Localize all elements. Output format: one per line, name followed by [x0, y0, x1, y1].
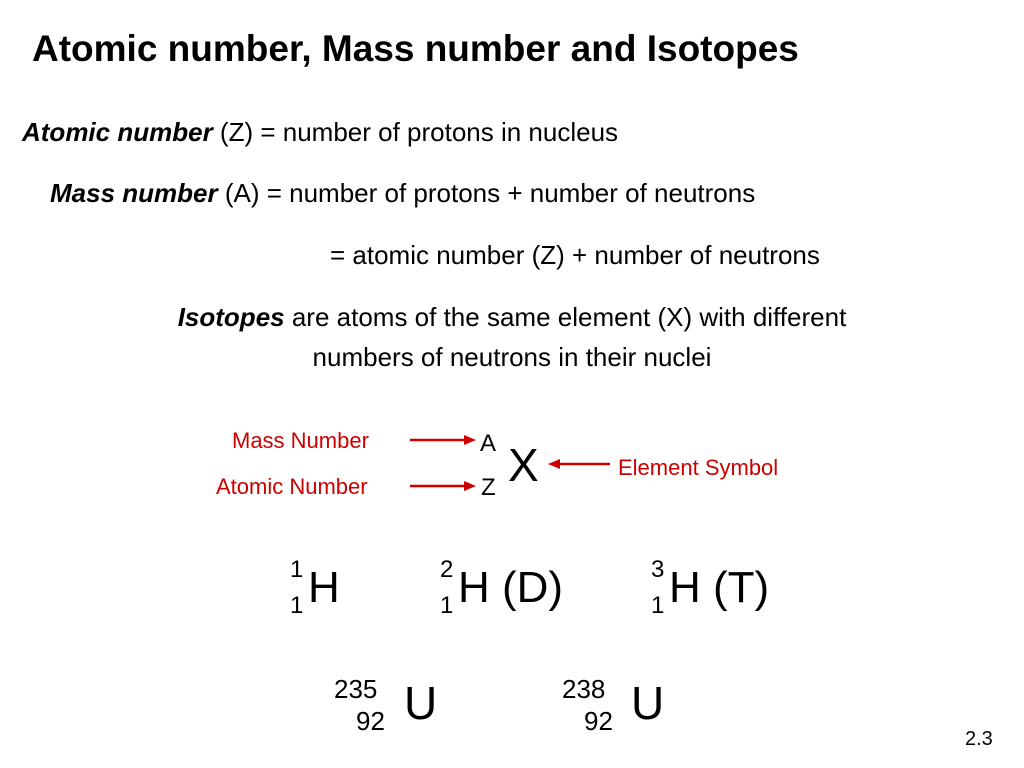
mass-number-term: Mass number	[50, 178, 218, 208]
uranium-238-atomic: 92	[584, 706, 613, 736]
mass-number-definition	[50, 178, 755, 209]
atomic-symbol-Z: Z	[481, 474, 496, 501]
mass-number-text: (A) = number of protons + number of neutrons	[217, 178, 756, 208]
page-number: 2.3	[965, 728, 993, 750]
element-symbol-arrow	[546, 454, 612, 474]
mass-number-label: Mass Number	[232, 428, 369, 453]
uranium-235-symbol: U	[404, 677, 438, 729]
atomic-number-term: Atomic number	[22, 117, 213, 147]
mass-number-arrow	[408, 430, 478, 450]
hydrogen-2-mass: 2	[440, 556, 454, 583]
hydrogen-1-atomic: 1	[290, 592, 304, 619]
atomic-number-text: (Z) = number of protons in nucleus	[212, 117, 619, 147]
atomic-number-definition	[22, 117, 618, 148]
hydrogen-3-atomic: 1	[651, 592, 665, 619]
hydrogen-2-atomic: 1	[440, 592, 454, 619]
isotopes-definition-line1	[0, 302, 1024, 333]
isotopes-definition-line2: numbers of neutrons in their nuclei	[312, 342, 712, 372]
element-symbol-X: X	[508, 439, 539, 491]
element-symbol-label: Element Symbol	[618, 455, 779, 480]
mass-symbol-A: A	[480, 430, 497, 457]
uranium-238-mass: 238	[562, 674, 606, 704]
hydrogen-3-mass: 3	[651, 556, 665, 583]
isotopes-term: Isotopes	[177, 302, 285, 332]
page-title: Atomic number, Mass number and Isotopes	[32, 28, 799, 69]
hydrogen-3-symbol: H (T)	[669, 563, 770, 612]
atomic-number-arrow	[408, 476, 478, 496]
hydrogen-2-symbol: H (D)	[458, 563, 564, 612]
hydrogen-1-mass: 1	[290, 556, 304, 583]
uranium-235-mass: 235	[334, 674, 378, 704]
hydrogen-1-symbol: H	[308, 563, 340, 612]
atomic-number-label: Atomic Number	[216, 474, 368, 499]
uranium-235-atomic: 92	[356, 706, 385, 736]
uranium-238-symbol: U	[631, 677, 665, 729]
mass-number-alt-definition: = atomic number (Z) + number of neutrons	[330, 240, 820, 270]
isotopes-text-line1: are atoms of the same element (X) with different	[284, 302, 847, 332]
